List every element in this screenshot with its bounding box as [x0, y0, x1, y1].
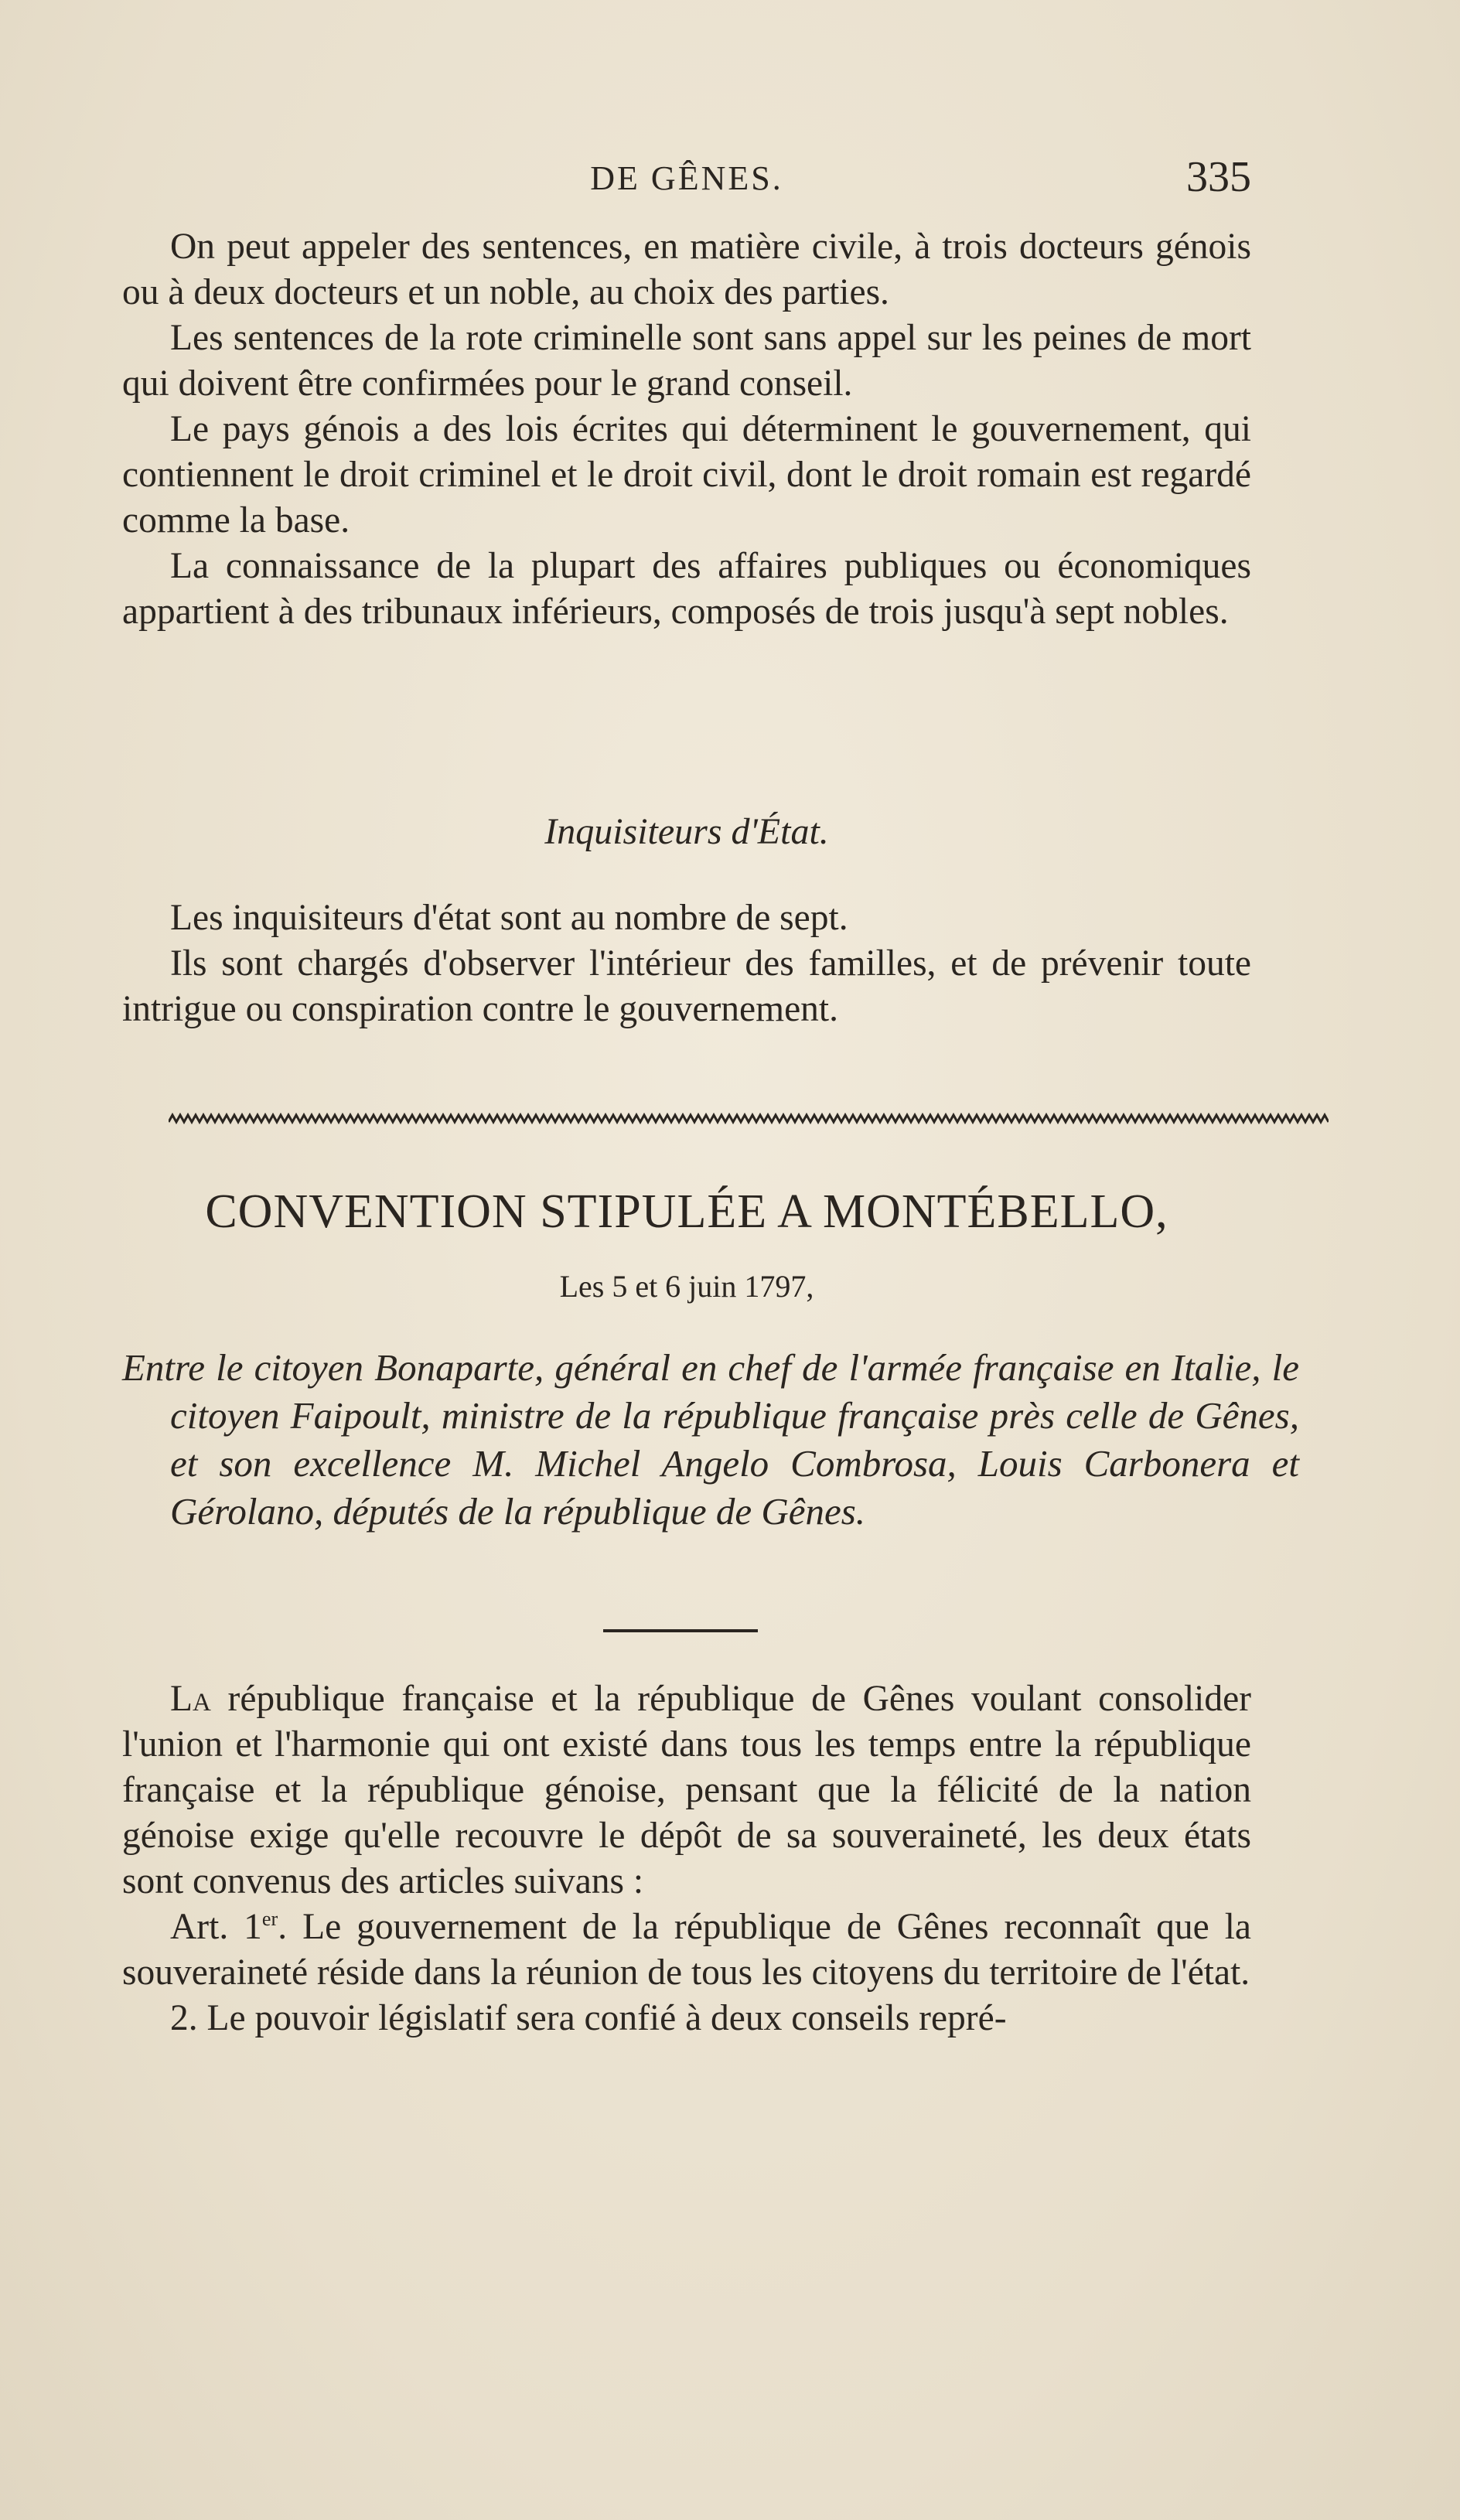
- ornamental-wave-rule: [169, 1110, 1329, 1134]
- short-divider-rule: [603, 1629, 758, 1632]
- subheading-inquisitors: Inquisiteurs d'État.: [544, 811, 829, 852]
- initial-word: La: [170, 1679, 211, 1719]
- genoa-courts-section: [122, 224, 1251, 635]
- convention-date: Les 5 et 6 juin 1797,: [559, 1269, 814, 1304]
- page-number: 335: [1186, 153, 1251, 201]
- running-head: [122, 153, 1251, 213]
- article-1-ordinal: er: [261, 1908, 278, 1931]
- paragraph: Ils sont chargés d'observer l'intérieur des familles, et de prévenir toute intrigue ou conspiration contre le gouvernement.: [122, 943, 1251, 1029]
- paragraph: Les inquisiteurs d'état sont au nombre de sept.: [170, 898, 848, 938]
- inquisitors-section: [122, 895, 1251, 1032]
- preamble-text: république française et la république de Gênes voulant consolider l'union et l'harmonie qui ont existé dans tous les temps entre la république française et la république génoise, pensant que la félicité de la nation génoise exige qu'elle recouvre le dépôt de sa souveraineté, les deux états sont convenus des articles suivans :: [122, 1679, 1251, 1901]
- article-1: [122, 1904, 1251, 1996]
- article-1-text: . Le gouvernement de la république de Gênes reconnaît que la souveraineté réside dans la réunion de tous les citoyens du territoire de l'état.: [122, 1907, 1251, 1993]
- article-2: 2. Le pouvoir législatif sera confié à deux conseils repré-: [170, 1998, 1007, 2038]
- running-title: DE GÊNES.: [590, 159, 783, 197]
- paragraph: La connaissance de la plupart des affaires publiques ou économiques appartient à des tribunaux inférieurs, composés de trois jusqu'à sept nobles.: [122, 546, 1251, 632]
- preamble-paragraph: [122, 1676, 1251, 1904]
- paragraph: On peut appeler des sentences, en matière civile, à trois docteurs génois ou à deux docteurs et un noble, au choix des parties.: [122, 227, 1251, 312]
- paragraph: Les sentences de la rote criminelle sont sans appel sur les peines de mort qui doivent être confirmées pour le grand conseil.: [122, 318, 1251, 404]
- paragraph: Le pays génois a des lois écrites qui déterminent le gouvernement, qui contiennent le droit criminel et le droit civil, dont le droit romain est regardé comme la base.: [122, 409, 1251, 540]
- convention-parties: Entre le citoyen Bonaparte, général en chef de l'armée française en Italie, le citoyen Faipoult, ministre de la république française près celle de Gênes, et son excellence M. Michel Angelo Combrosa, Louis Carbonera et Gérolano, députés de la république de Gênes.: [122, 1346, 1299, 1533]
- convention-title: CONVENTION STIPULÉE A MONTÉBELLO,: [205, 1185, 1168, 1238]
- article-1-label: Art. 1: [170, 1907, 262, 1947]
- convention-articles: [122, 1676, 1251, 2041]
